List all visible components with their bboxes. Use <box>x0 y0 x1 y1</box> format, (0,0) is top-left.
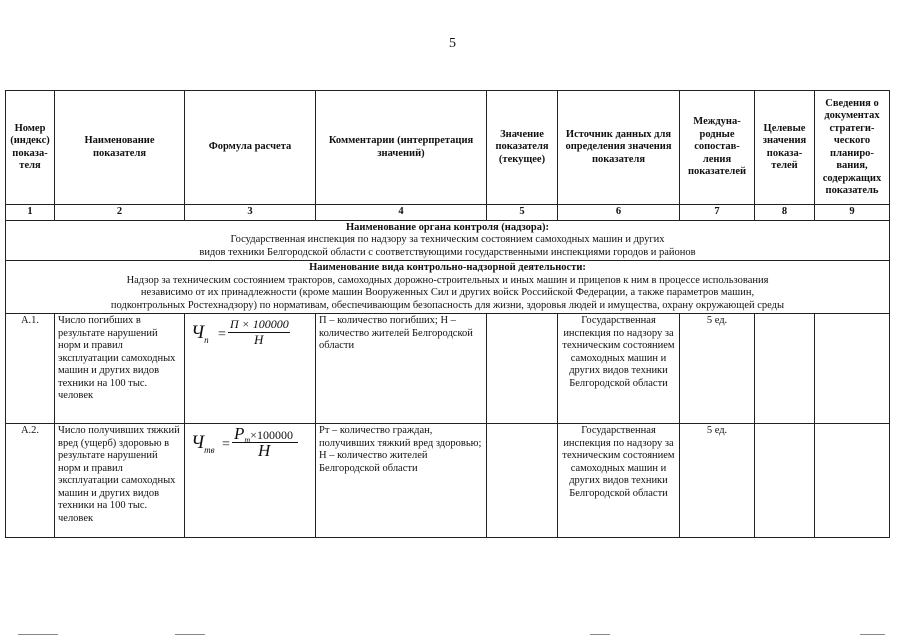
column-number: 2 <box>55 205 185 221</box>
column-number-row <box>6 205 890 221</box>
row-current <box>487 424 558 538</box>
activity-title: Наименование вида контрольно-надзорной деятельности: <box>309 262 586 273</box>
formula-numerator: П × 100000 <box>230 317 289 331</box>
formula-lhs: $Ч_п$ <box>191 322 209 345</box>
table-row <box>6 314 890 424</box>
row-name: Число погибших в результате нарушений норм и правил эксплуатации самоходных машин и других видов техники на 100 тыс. человек <box>55 314 185 424</box>
formula-lhs: $Ч_{тв}$ <box>191 432 215 455</box>
header-formula: Формула расчета <box>185 91 316 205</box>
row-docs <box>815 314 890 424</box>
row-current <box>487 314 558 424</box>
formula-denominator: Н <box>254 332 264 347</box>
scan-edge-marks <box>0 634 905 636</box>
row-source: Государственная инспекция по надзору за техническим состоянием самоходных машин и других видов техники Белгородской области <box>558 424 680 538</box>
activity-cell <box>6 261 890 314</box>
formula-denominator: Н <box>258 441 271 460</box>
row-source: Государственная инспекция по надзору за техническим состоянием самоходных машин и других видов техники Белгородской области <box>558 314 680 424</box>
control-body-row <box>6 220 890 261</box>
activity-line: Надзор за техническим состоянием тракторов, самоходных дорожно-строительных и иных машин и прицепов к ним в процессе использования <box>126 274 769 286</box>
row-international: 5 ед. <box>680 424 755 538</box>
activity-row <box>6 261 890 314</box>
control-body-line: видов техники Белгородской области с соответствующими государственными инспекциями городов и районов <box>199 246 696 258</box>
row-name: Число получивших тяжкий вред (ущерб) здоровью в результате нарушений норм и правил эксплуатации самоходных машин и других видов техники на 100 тыс. человек <box>55 424 185 538</box>
column-number: 7 <box>680 205 755 221</box>
formula-numerator: $Р_т\times 100000$ <box>234 424 293 445</box>
table-row <box>6 424 890 538</box>
header-row <box>6 91 890 205</box>
header-number: Номер (индекс) показа-теля <box>6 91 55 205</box>
row-comment: П – количество погибших; Н – количество жителей Белгородской области <box>316 314 487 424</box>
column-number: 4 <box>316 205 487 221</box>
row-target <box>755 314 815 424</box>
column-number: 3 <box>185 205 316 221</box>
formula-equals: = <box>218 327 226 342</box>
control-body-cell <box>6 220 890 261</box>
page-number: 5 <box>449 36 456 51</box>
header-name: Наименование показателя <box>55 91 185 205</box>
header-international: Междуна-родные сопостав-ления показателей <box>680 91 755 205</box>
formula <box>188 315 312 355</box>
formula-equals: = <box>222 437 230 452</box>
control-body-title: Наименование органа контроля (надзора): <box>345 221 550 233</box>
column-number: 6 <box>558 205 680 221</box>
header-documents: Сведения о документах стратеги-ческого планиро-вания, содержащих показатель <box>815 91 890 205</box>
row-international: 5 ед. <box>680 314 755 424</box>
header-data-source: Источник данных для определения значения показателя <box>558 91 680 205</box>
row-formula <box>185 424 316 538</box>
header-current-value: Значение показателя (текущее) <box>487 91 558 205</box>
indicators-table <box>5 90 890 538</box>
row-id: А.1. <box>6 314 55 424</box>
control-body-line: Государственная инспекция по надзору за техническим состоянием самоходных машин и других <box>230 234 665 245</box>
row-formula <box>185 314 316 424</box>
row-docs <box>815 424 890 538</box>
column-number: 9 <box>815 205 890 221</box>
activity-line: независимо от их принадлежности (кроме машин Вооруженных Сил и других войск Российской Федерации, а также параметров машин, <box>140 287 755 298</box>
column-number: 8 <box>755 205 815 221</box>
row-comment: Рт – количество граждан, получивших тяжкий вред здоровью; Н – количество жителей Белгородской области <box>316 424 487 538</box>
activity-line: подконтрольных Ростехнадзору) по нормативам, обеспечивающим безопасность для жизни, здоровья людей и имущества, охрану окружающей среды <box>110 299 785 311</box>
row-id: А.2. <box>6 424 55 538</box>
header-target: Целевые значения показа-телей <box>755 91 815 205</box>
header-comments: Комментарии (интерпретация значений) <box>316 91 487 205</box>
formula <box>188 425 312 465</box>
column-number: 5 <box>487 205 558 221</box>
column-number: 1 <box>6 205 55 221</box>
row-target <box>755 424 815 538</box>
